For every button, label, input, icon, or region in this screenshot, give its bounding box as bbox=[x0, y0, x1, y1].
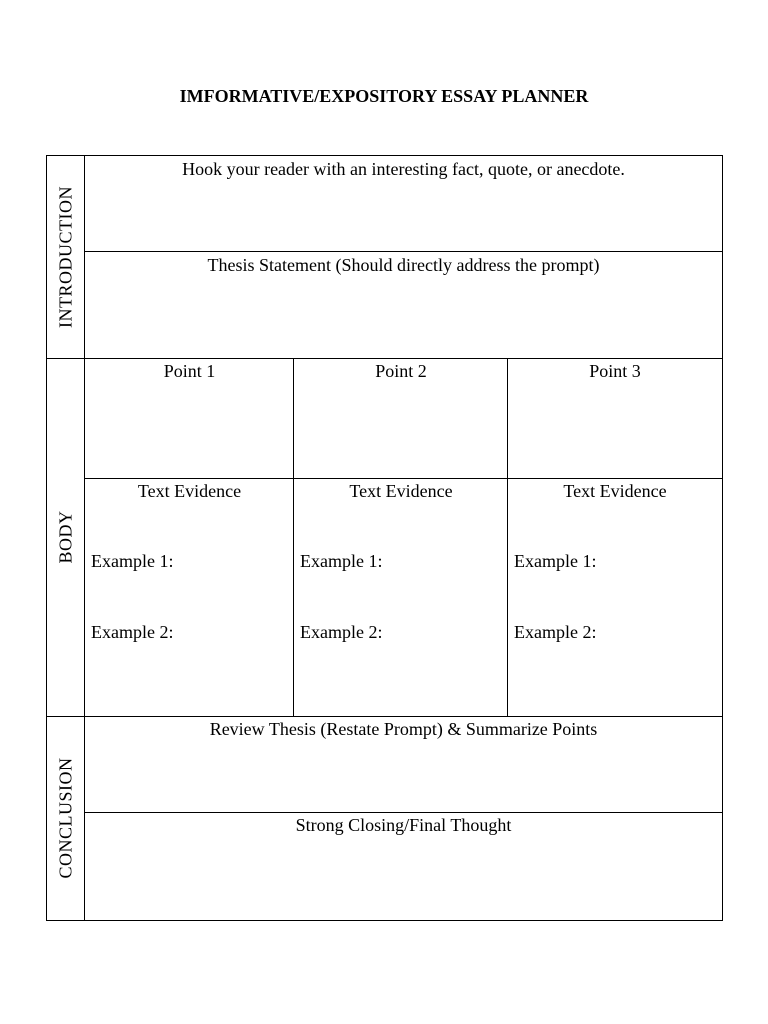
body-label: BODY bbox=[55, 510, 76, 564]
point-3-heading: Point 3 bbox=[589, 361, 641, 381]
evidence-2-cell[interactable] bbox=[293, 478, 508, 717]
evidence-2-example-2: Example 2: bbox=[300, 622, 383, 642]
hook-prompt: Hook your reader with an interesting fact, quote, or anecdote. bbox=[182, 159, 625, 179]
evidence-3-cell[interactable] bbox=[507, 478, 723, 717]
evidence-2-heading: Text Evidence bbox=[349, 481, 453, 501]
evidence-1-example-2: Example 2: bbox=[91, 622, 174, 642]
closing-prompt: Strong Closing/Final Thought bbox=[295, 815, 512, 835]
closing-cell[interactable] bbox=[84, 812, 723, 921]
evidence-2-example-1: Example 1: bbox=[300, 551, 383, 571]
hook-cell[interactable] bbox=[84, 155, 723, 252]
conclusion-label: CONCLUSION bbox=[55, 757, 76, 879]
evidence-3-example-2: Example 2: bbox=[514, 622, 597, 642]
evidence-1-example-1: Example 1: bbox=[91, 551, 174, 571]
point-1-heading: Point 1 bbox=[163, 361, 216, 381]
point-2-cell[interactable] bbox=[293, 358, 508, 479]
point-1-cell[interactable] bbox=[84, 358, 294, 479]
evidence-3-example-1: Example 1: bbox=[514, 551, 597, 571]
thesis-cell[interactable] bbox=[84, 251, 723, 359]
evidence-1-cell[interactable] bbox=[84, 478, 294, 717]
conclusion-label-cell bbox=[46, 716, 85, 921]
evidence-1-heading: Text Evidence bbox=[137, 481, 242, 501]
review-cell[interactable] bbox=[84, 716, 723, 813]
body-label-cell bbox=[46, 358, 85, 717]
introduction-label-cell bbox=[46, 155, 85, 359]
thesis-prompt: Thesis Statement (Should directly address the prompt) bbox=[207, 255, 600, 275]
introduction-label: INTRODUCTION bbox=[55, 186, 76, 328]
point-2-heading: Point 2 bbox=[375, 361, 427, 381]
page-title: IMFORMATIVE/EXPOSITORY ESSAY PLANNER bbox=[179, 86, 589, 106]
evidence-3-heading: Text Evidence bbox=[563, 481, 667, 501]
point-3-cell[interactable] bbox=[507, 358, 723, 479]
review-prompt: Review Thesis (Restate Prompt) & Summarize Points bbox=[209, 719, 598, 739]
